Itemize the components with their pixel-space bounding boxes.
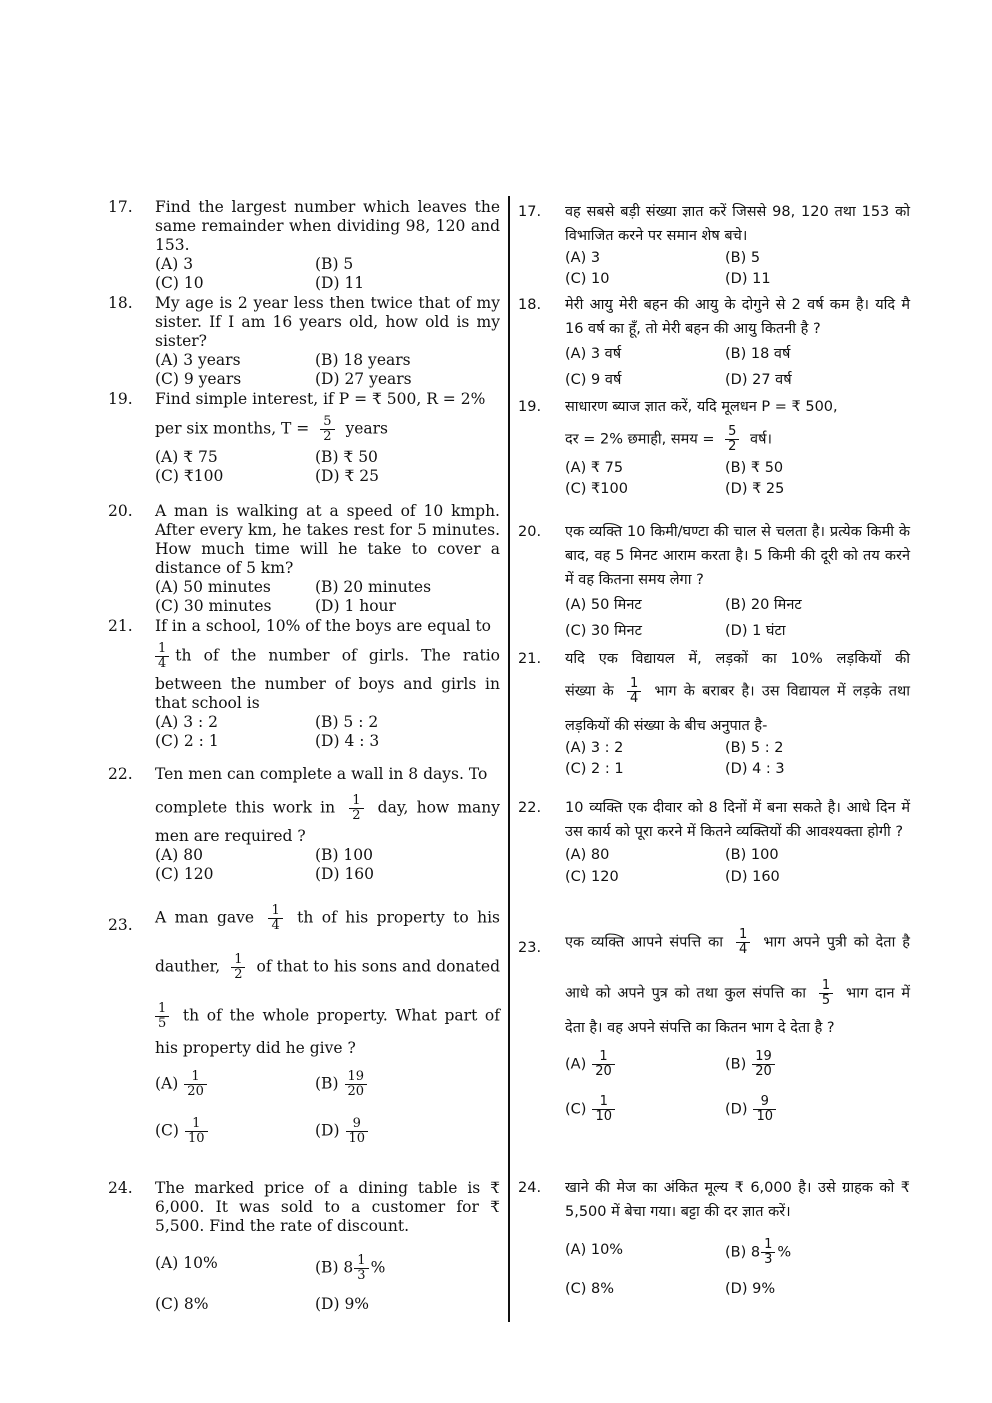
option-c: (C) 2 : 1	[155, 732, 219, 750]
fraction: $\frac{1}{4}$	[268, 904, 282, 933]
option-a: (A) 3	[565, 250, 601, 266]
question-number: 20.	[518, 524, 542, 540]
option-d: (D) 1 hour	[315, 597, 396, 615]
option-b: (B) ₹ 50	[315, 448, 378, 466]
option-d: (D) 9%	[725, 1281, 776, 1297]
option-b: (B) 20 मिनट	[725, 597, 802, 613]
question-line: If in a school, 10% of the boys are equal to	[155, 617, 492, 635]
option-a: (A) 80	[155, 846, 203, 864]
option-c: (C) 9 years	[155, 370, 242, 388]
option-a: (A) 3 वर्ष	[565, 346, 622, 362]
question-text: The marked price of a dining table is ₹ 6,000. It was sold to a customer for ₹ 5,500. Find the rate of discount.	[155, 1179, 500, 1235]
option-c: (C) 8%	[155, 1295, 209, 1313]
question-24-hi	[518, 1176, 910, 1301]
question-20-en	[108, 502, 500, 616]
question-22-hi	[518, 796, 910, 888]
option-c: (C) 9 वर्ष	[565, 372, 622, 388]
option-d: (D) 160	[725, 869, 780, 885]
option-a: (A) 50 minutes	[155, 578, 271, 596]
question-text: मेरी आयु मेरी बहन की आयु के दोगुने से 2 वर्ष कम है। यदि मै 16 वर्ष का हूँ, तो मेरी बहन की आयु कितनी है ?	[565, 297, 910, 337]
fraction: $\frac{1}{5}$	[819, 979, 833, 1008]
fraction: $\frac{1}{4}$	[736, 928, 750, 957]
question-line: men are required ?	[155, 827, 306, 845]
question-line: Ten men can complete a wall in 8 days. To	[155, 765, 488, 783]
option-b: (B) 8 $\frac{1}{3}$ %	[725, 1237, 792, 1267]
option-d: (D) 27 वर्ष	[725, 372, 792, 388]
question-number: 18.	[518, 297, 542, 313]
option-a: (A) 3 : 2	[565, 740, 624, 756]
question-line: देता है। वह अपने संपत्ति का कितन भाग दे देता है ?	[565, 1020, 835, 1036]
question-line: $\frac{1}{5}$ th of the whole property. What part of	[149, 1002, 500, 1031]
option-b: (B) 18 वर्ष	[725, 346, 791, 362]
option-a: (A) 10%	[155, 1254, 218, 1272]
option-c: (C) 10	[155, 274, 204, 292]
option-d: (D) 9%	[315, 1295, 370, 1313]
option-a: (A) 80	[565, 847, 610, 863]
question-line: दर = 2% छमाही, समय = $\frac{5}{2}$ वर्ष।	[565, 424, 772, 454]
option-c: (C) 30 मिनट	[565, 623, 642, 639]
question-line: his property did he give ?	[155, 1039, 356, 1057]
fraction: $\frac{1}{5}$	[155, 1002, 169, 1031]
option-d: (D) 1 घंटा	[725, 623, 786, 639]
question-text: A man is walking at a speed of 10 kmph. After every km, he takes rest for 5 minutes. How much time will he take to cover a distance of 5 km?	[155, 502, 500, 577]
option-c: (C) ₹100	[155, 467, 224, 485]
fraction: $\frac{5}{2}$	[725, 425, 739, 454]
question-line: आधे को अपने पुत्र को तथा कुल संपत्ति का $\frac{1}{5}$ भाग दान में	[565, 978, 911, 1008]
question-number: 17.	[108, 198, 133, 216]
question-number: 18.	[108, 294, 133, 312]
option-b: (B) $\frac{19}{20}$	[725, 1050, 905, 1079]
option-d: (D) 4 : 3	[315, 732, 380, 750]
option-c: (C) 2 : 1	[565, 761, 624, 777]
option-d: (D) 4 : 3	[725, 761, 785, 777]
fraction: $\frac{1}{4}$	[155, 642, 169, 671]
option-c: (C) 120	[565, 869, 619, 885]
question-number: 22.	[108, 765, 133, 783]
question-number: 24.	[108, 1179, 133, 1197]
question-line: Find simple interest, if P = ₹ 500, R = 2%	[155, 390, 486, 408]
question-19-en	[108, 390, 500, 486]
option-d: (D) $\frac{9}{10}$	[315, 1117, 495, 1146]
option-a: (A) 3 : 2	[155, 713, 219, 731]
question-line: between the number of boys and girls in that school is	[155, 675, 500, 712]
option-c: (C) 8%	[565, 1281, 615, 1297]
option-d: (D) ₹ 25	[315, 467, 379, 485]
question-number: 19.	[108, 390, 133, 408]
option-d: (D) ₹ 25	[725, 481, 785, 497]
option-b: (B) $\frac{19}{20}$	[315, 1070, 495, 1099]
question-number: 23.	[108, 916, 133, 934]
question-text: 10 व्यक्ति एक दीवार को 8 दिनों में बना सकते है। आधे दिन में उस कार्य को पूरा करने में कितने व्यक्तियों की आवश्यक्ता होगी ?	[565, 800, 910, 840]
option-a: (A) ₹ 75	[155, 448, 218, 466]
fraction: $\frac{1}{2}$	[231, 953, 245, 982]
question-18-en	[108, 294, 500, 389]
question-line: लड़कियों की संख्या के बीच अनुपात है-	[565, 718, 768, 734]
option-b: (B) 5	[315, 255, 354, 273]
option-d: (D) $\frac{9}{10}$	[725, 1095, 905, 1124]
question-number: 24.	[518, 1180, 542, 1196]
question-line: dauther, $\frac{1}{2}$ of that to his sons and donated	[155, 952, 501, 982]
question-line: $\frac{1}{4}$ th of the number of girls. The ratio	[149, 642, 500, 671]
option-c: (C) 10	[565, 271, 610, 287]
question-number: 21.	[108, 617, 133, 635]
question-number: 19.	[518, 399, 542, 415]
column-divider	[508, 196, 510, 1322]
option-d: (D) 11	[315, 274, 365, 292]
question-text: खाने की मेज का अंकित मूल्य ₹ 6,000 है। उसे ग्राहक को ₹ 5,500 में बेचा गया। बट्टा की दर ज्ञात करें।	[565, 1180, 910, 1220]
option-a: (A) 3 years	[155, 351, 241, 369]
question-22-en	[108, 765, 500, 884]
question-text: My age is 2 year less then twice that of my sister. If I am 16 years old, how old is my sister?	[155, 294, 500, 350]
question-24-en	[108, 1179, 500, 1314]
question-text: एक व्यक्ति 10 किमी/घण्टा की चाल से चलता है। प्रत्येक किमी के बाद, वह 5 मिनट आराम करता है। 5 किमी की दूरी को तय करने में वह कितना समय लेगा ?	[565, 524, 910, 588]
option-d: (D) 27 years	[315, 370, 412, 388]
option-a: (A) 10%	[565, 1242, 624, 1258]
question-number: 23.	[518, 940, 542, 956]
question-line: per six months, T = $\frac{5}{2}$ years	[155, 414, 388, 444]
option-b: (B) 100	[725, 847, 779, 863]
question-17-en	[108, 198, 500, 293]
option-c: (C) $\frac{1}{10}$	[565, 1095, 725, 1124]
option-c: (C) 30 minutes	[155, 597, 272, 615]
question-23-hi	[518, 928, 910, 1124]
question-text: Find the largest number which leaves the same remainder when dividing 98, 120 and 153.	[155, 198, 500, 254]
option-b: (B) 18 years	[315, 351, 411, 369]
option-b: (B) ₹ 50	[725, 460, 784, 476]
question-21-hi	[518, 647, 910, 780]
option-b: (B) 20 minutes	[315, 578, 432, 596]
question-number: 20.	[108, 502, 133, 520]
option-d: (D) 160	[315, 865, 375, 883]
option-a: (A) 3	[155, 255, 194, 273]
option-a: (A) $\frac{1}{20}$	[155, 1070, 315, 1099]
option-c: (C) 120	[155, 865, 214, 883]
question-number: 17.	[518, 204, 542, 220]
question-20-hi	[518, 520, 910, 644]
option-b: (B) 8 $\frac{1}{3}$ %	[315, 1253, 386, 1283]
option-b: (B) 5 : 2	[315, 713, 379, 731]
question-line: संख्या के $\frac{1}{4}$ भाग के बराबर है। उस विद्यायल में लड़के तथा	[565, 676, 911, 706]
question-number: 21.	[518, 651, 542, 667]
question-number: 22.	[518, 800, 542, 816]
option-d: (D) 11	[725, 271, 771, 287]
option-a: (A) ₹ 75	[565, 460, 624, 476]
question-21-en	[108, 617, 500, 751]
question-23-en	[108, 904, 500, 1146]
option-c: (C) $\frac{1}{10}$	[155, 1117, 315, 1146]
fraction: $\frac{1}{2}$	[349, 794, 363, 823]
question-line: एक व्यक्ति आपने संपत्ति का $\frac{1}{4}$ भाग अपने पुत्री को देता है	[565, 927, 911, 957]
option-c: (C) ₹100	[565, 481, 628, 497]
option-a: (A) 50 मिनट	[565, 597, 642, 613]
question-line: साधारण ब्याज ज्ञात करें, यदि मूलधन P = ₹ 500,	[565, 399, 838, 415]
question-18-hi	[518, 293, 910, 393]
option-b: (B) 5 : 2	[725, 740, 784, 756]
option-b: (B) 100	[315, 846, 373, 864]
question-17-hi	[518, 200, 910, 290]
option-b: (B) 5	[725, 250, 761, 266]
question-text: वह सबसे बड़ी संख्या ज्ञात करें जिससे 98, 120 तथा 153 को विभाजित करने पर समान शेष बचे।	[565, 204, 910, 244]
question-line: complete this work in $\frac{1}{2}$ day, how many	[155, 793, 500, 823]
fraction: $\frac{5}{2}$	[320, 415, 334, 444]
fraction: $\frac{1}{4}$	[627, 677, 641, 706]
option-a: (A) $\frac{1}{20}$	[565, 1050, 725, 1079]
question-19-hi	[518, 395, 910, 500]
question-line: A man gave $\frac{1}{4}$ th of his property to his	[155, 903, 500, 933]
question-line: यदि एक विद्यायल में, लड़कों का 10% लड़कियों की	[565, 651, 910, 667]
